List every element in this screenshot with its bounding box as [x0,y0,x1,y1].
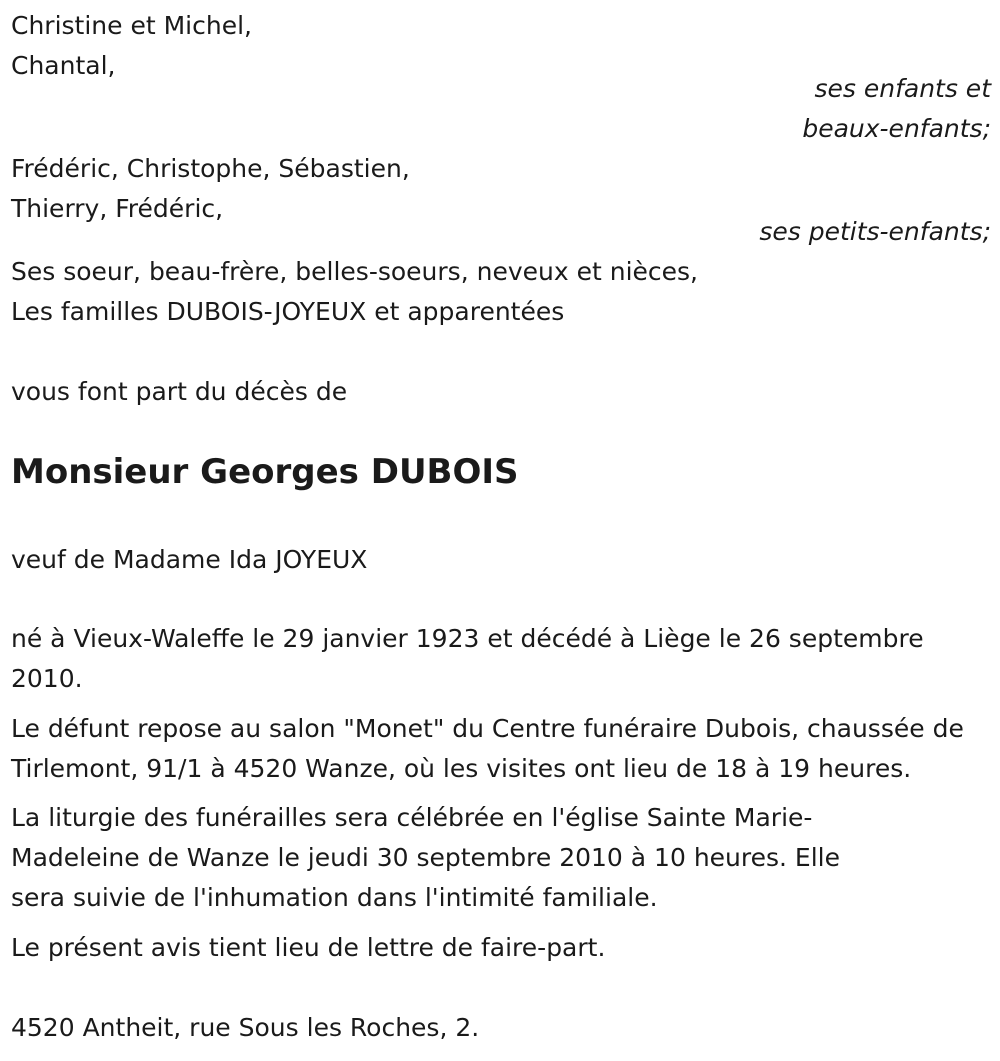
grandchildren-label: ses petits-enfants; [759,217,991,246]
widower-of: veuf de Madame Ida JOYEUX [11,545,368,574]
announcement-text: vous font part du décès de [11,377,348,406]
children-label-line-1: ses enfants et [814,74,991,103]
grandchildren-line-1: Frédéric, Christophe, Sébastien, [11,154,410,183]
children-label-line-2: beaux-enfants; [802,114,991,143]
birth-death-paragraph: né à Vieux-Waleffe le 29 janvier 1923 et décédé à Liège le 26 septembre 2010. [11,624,924,693]
relatives-line-2: Les familles DUBOIS-JOYEUX et apparentées [11,297,565,326]
funeral-paragraph: La liturgie des funérailles sera célébrée en l'église Sainte Marie-Madeleine de Wanze le jeudi 30 septembre 2010 à 10 heures. Elle sera suivie de l'inhumation dans l'intimité familiale. [11,803,840,912]
address: 4520 Antheit, rue Sous les Roches, 2. [11,1013,480,1042]
grandchildren-line-2: Thierry, Frédéric, [11,194,224,223]
visitation-paragraph: Le défunt repose au salon "Monet" du Centre funéraire Dubois, chaussée de Tirlemont, 91/1 à 4520 Wanze, où les visites ont lieu de 18 à 19 heures. [11,714,964,783]
children-line-2: Chantal, [11,51,116,80]
notice-paragraph: Le présent avis tient lieu de lettre de faire-part. [11,933,606,962]
deceased-name: Monsieur Georges DUBOIS [11,452,519,492]
relatives-line-1: Ses soeur, beau-frère, belles-soeurs, neveux et nièces, [11,257,698,286]
children-line-1: Christine et Michel, [11,11,252,40]
